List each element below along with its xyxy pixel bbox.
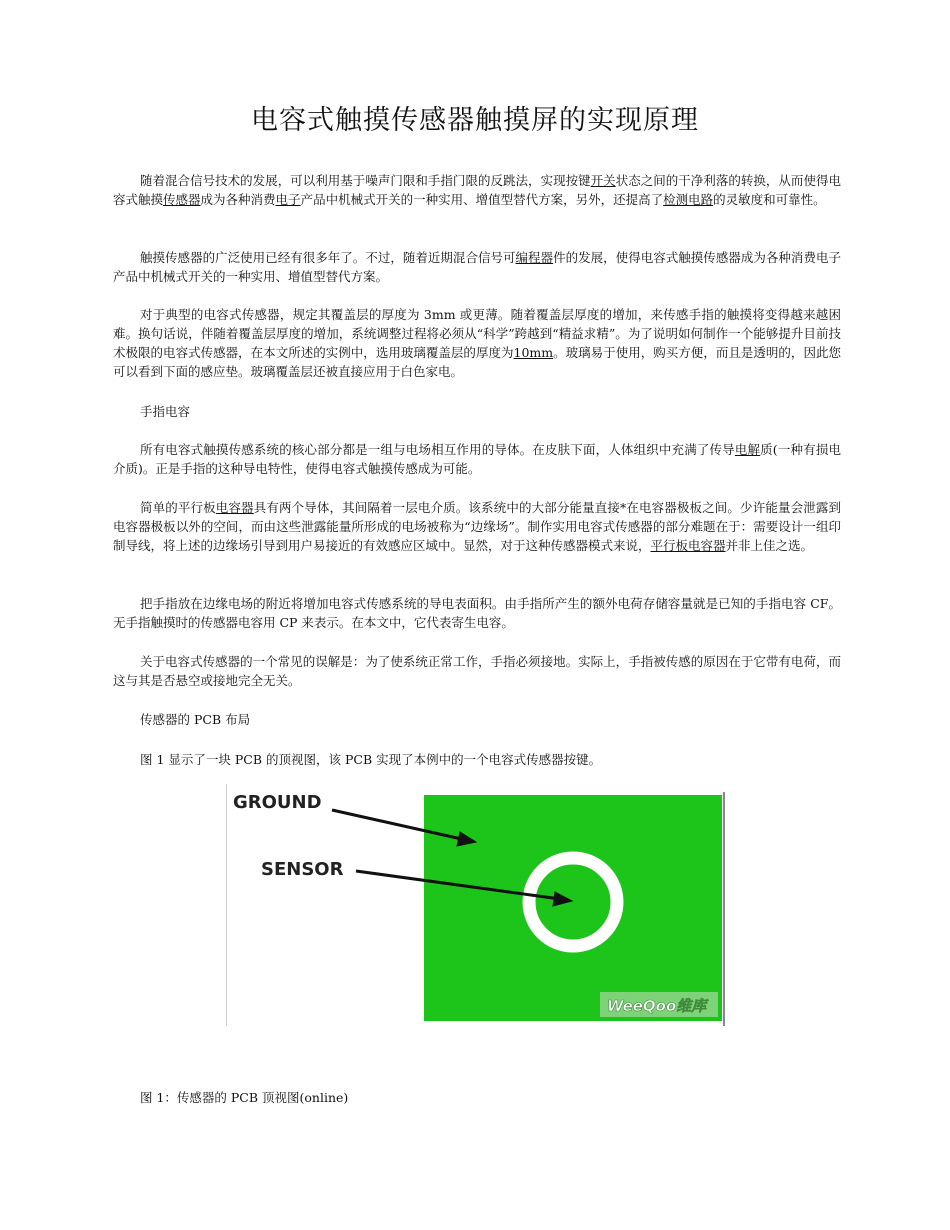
paragraph-text: 状态之间的干净利落的转换，从而使得电容式触摸 <box>113 173 841 207</box>
paragraph <box>113 402 841 421</box>
paragraph <box>113 498 841 555</box>
paragraph-text: 质(一种有损电介质)。正是手指的这种导电特性，使得电容式触摸传感成为可能。 <box>113 442 841 476</box>
paragraph <box>113 750 841 769</box>
paragraph-text: 具有两个导体，其间隔着一层电介质。该系统中的大部分能量直接*在电容器极板之间。少许能量会泄露到电容器极板以外的空间，而由这些泄露能量所形成的电场被称为“边缘场”。制作实用电容式传感器的部分难题在于：需要设计一组印制导线，将上述的边缘场引导到用户易接近的有效感应区域中。显然，对于这种传感器模式来说， <box>113 500 841 553</box>
hyperlink-term[interactable]: 平行板电容器 <box>650 538 726 553</box>
hyperlink-term[interactable]: 传感器 <box>163 192 201 207</box>
paragraph-text: 简单的平行板 <box>140 500 216 515</box>
paragraph-text: 对于典型的电容式传感器，规定其覆盖层的厚度为 3mm 或更薄。随着覆盖层厚度的增加，来传感手指的触摸将变得越来越困难。换句话说，伴随着覆盖层厚度的增加，系统调整过程将必须从“科学”跨越到“精益求精”。为了说明如何制作一个能够提升目前技术极限的电容式传感器，在本文所述的实例中，选用玻璃覆盖层的厚度为 <box>113 307 841 360</box>
paragraph <box>113 440 841 478</box>
paragraph-text: 。玻璃易于使用，购买方便，而且是透明的，因此您可以看到下面的感应垫。玻璃覆盖层还被直接应用于白色家电。 <box>113 345 841 379</box>
paragraph-text: 关于电容式传感器的一个常见的误解是：为了使系统正常工作，手指必须接地。实际上，手指被传感的原因在于它带有电荷，而这与其是否悬空或接地完全无关。 <box>113 654 841 688</box>
hyperlink-term[interactable]: 电容器 <box>215 500 254 515</box>
paragraph-text: 图 1 显示了一块 PCB 的顶视图，该 PCB 实现了本例中的一个电容式传感器按键。 <box>140 752 602 767</box>
hyperlink-term[interactable]: 电解 <box>734 442 761 457</box>
paragraph <box>113 305 841 381</box>
paragraph-text: 成为各种消费 <box>200 192 276 207</box>
sensor-label: SENSOR <box>261 859 344 880</box>
paragraph-text: 所有电容式触摸传感系统的核心部分都是一组与电场相互作用的导体。在皮肤下面，人体组织中充满了传导 <box>140 442 735 457</box>
hyperlink-term[interactable]: 电子 <box>275 192 301 207</box>
page-title: 电容式触摸传感器触摸屏的实现原理 <box>251 105 699 136</box>
figure-caption: 图 1：传感器的 PCB 顶视图(online) <box>140 1090 349 1105</box>
paragraph-text: 触摸传感器的广泛使用已经有很多年了。不过，随着近期混合信号可 <box>140 250 516 265</box>
paragraph <box>113 652 841 690</box>
hyperlink-term[interactable]: 开关 <box>590 173 616 188</box>
paragraph-text: 的灵敏度和可靠性。 <box>713 192 826 207</box>
paragraph-text: 产品中机械式开关的一种实用、增值型替代方案，另外，还提高了 <box>300 192 664 207</box>
hyperlink-term[interactable]: 10mm <box>513 345 554 360</box>
paragraph <box>113 171 841 209</box>
paragraph <box>113 710 841 729</box>
paragraph <box>113 594 841 632</box>
ground-label: GROUND <box>233 792 322 813</box>
paragraph-text: 把手指放在边缘电场的附近将增加电容式传感系统的导电表面积。由手指所产生的额外电荷存储容量就是已知的手指电容 CF。无手指触摸时的传感器电容用 CP 来表示。在本文中，它代表寄生电容。 <box>113 596 841 630</box>
paragraph <box>113 248 841 286</box>
hyperlink-term[interactable]: 检测电路 <box>663 192 714 207</box>
paragraph-text: 件的发展，使得电容式触摸传感器成为各种消费电子产品中机械式开关的一种实用、增值型替代方案。 <box>113 250 841 284</box>
pcb-ground-plane <box>424 795 722 1021</box>
paragraph-text: 随着混合信号技术的发展，可以利用基于噪声门限和手指门限的反跳法，实现按键 <box>140 173 591 188</box>
pcb-figure <box>226 784 725 1026</box>
watermark-text: WeeQoo维库 <box>607 997 707 1015</box>
paragraph-text: 传感器的 PCB 布局 <box>140 712 251 727</box>
pcb-diagram <box>226 784 725 1026</box>
paragraph-text: 并非上佳之选。 <box>725 538 814 553</box>
hyperlink-term[interactable]: 编程器 <box>515 250 554 265</box>
paragraph-text: 手指电容 <box>140 404 191 419</box>
